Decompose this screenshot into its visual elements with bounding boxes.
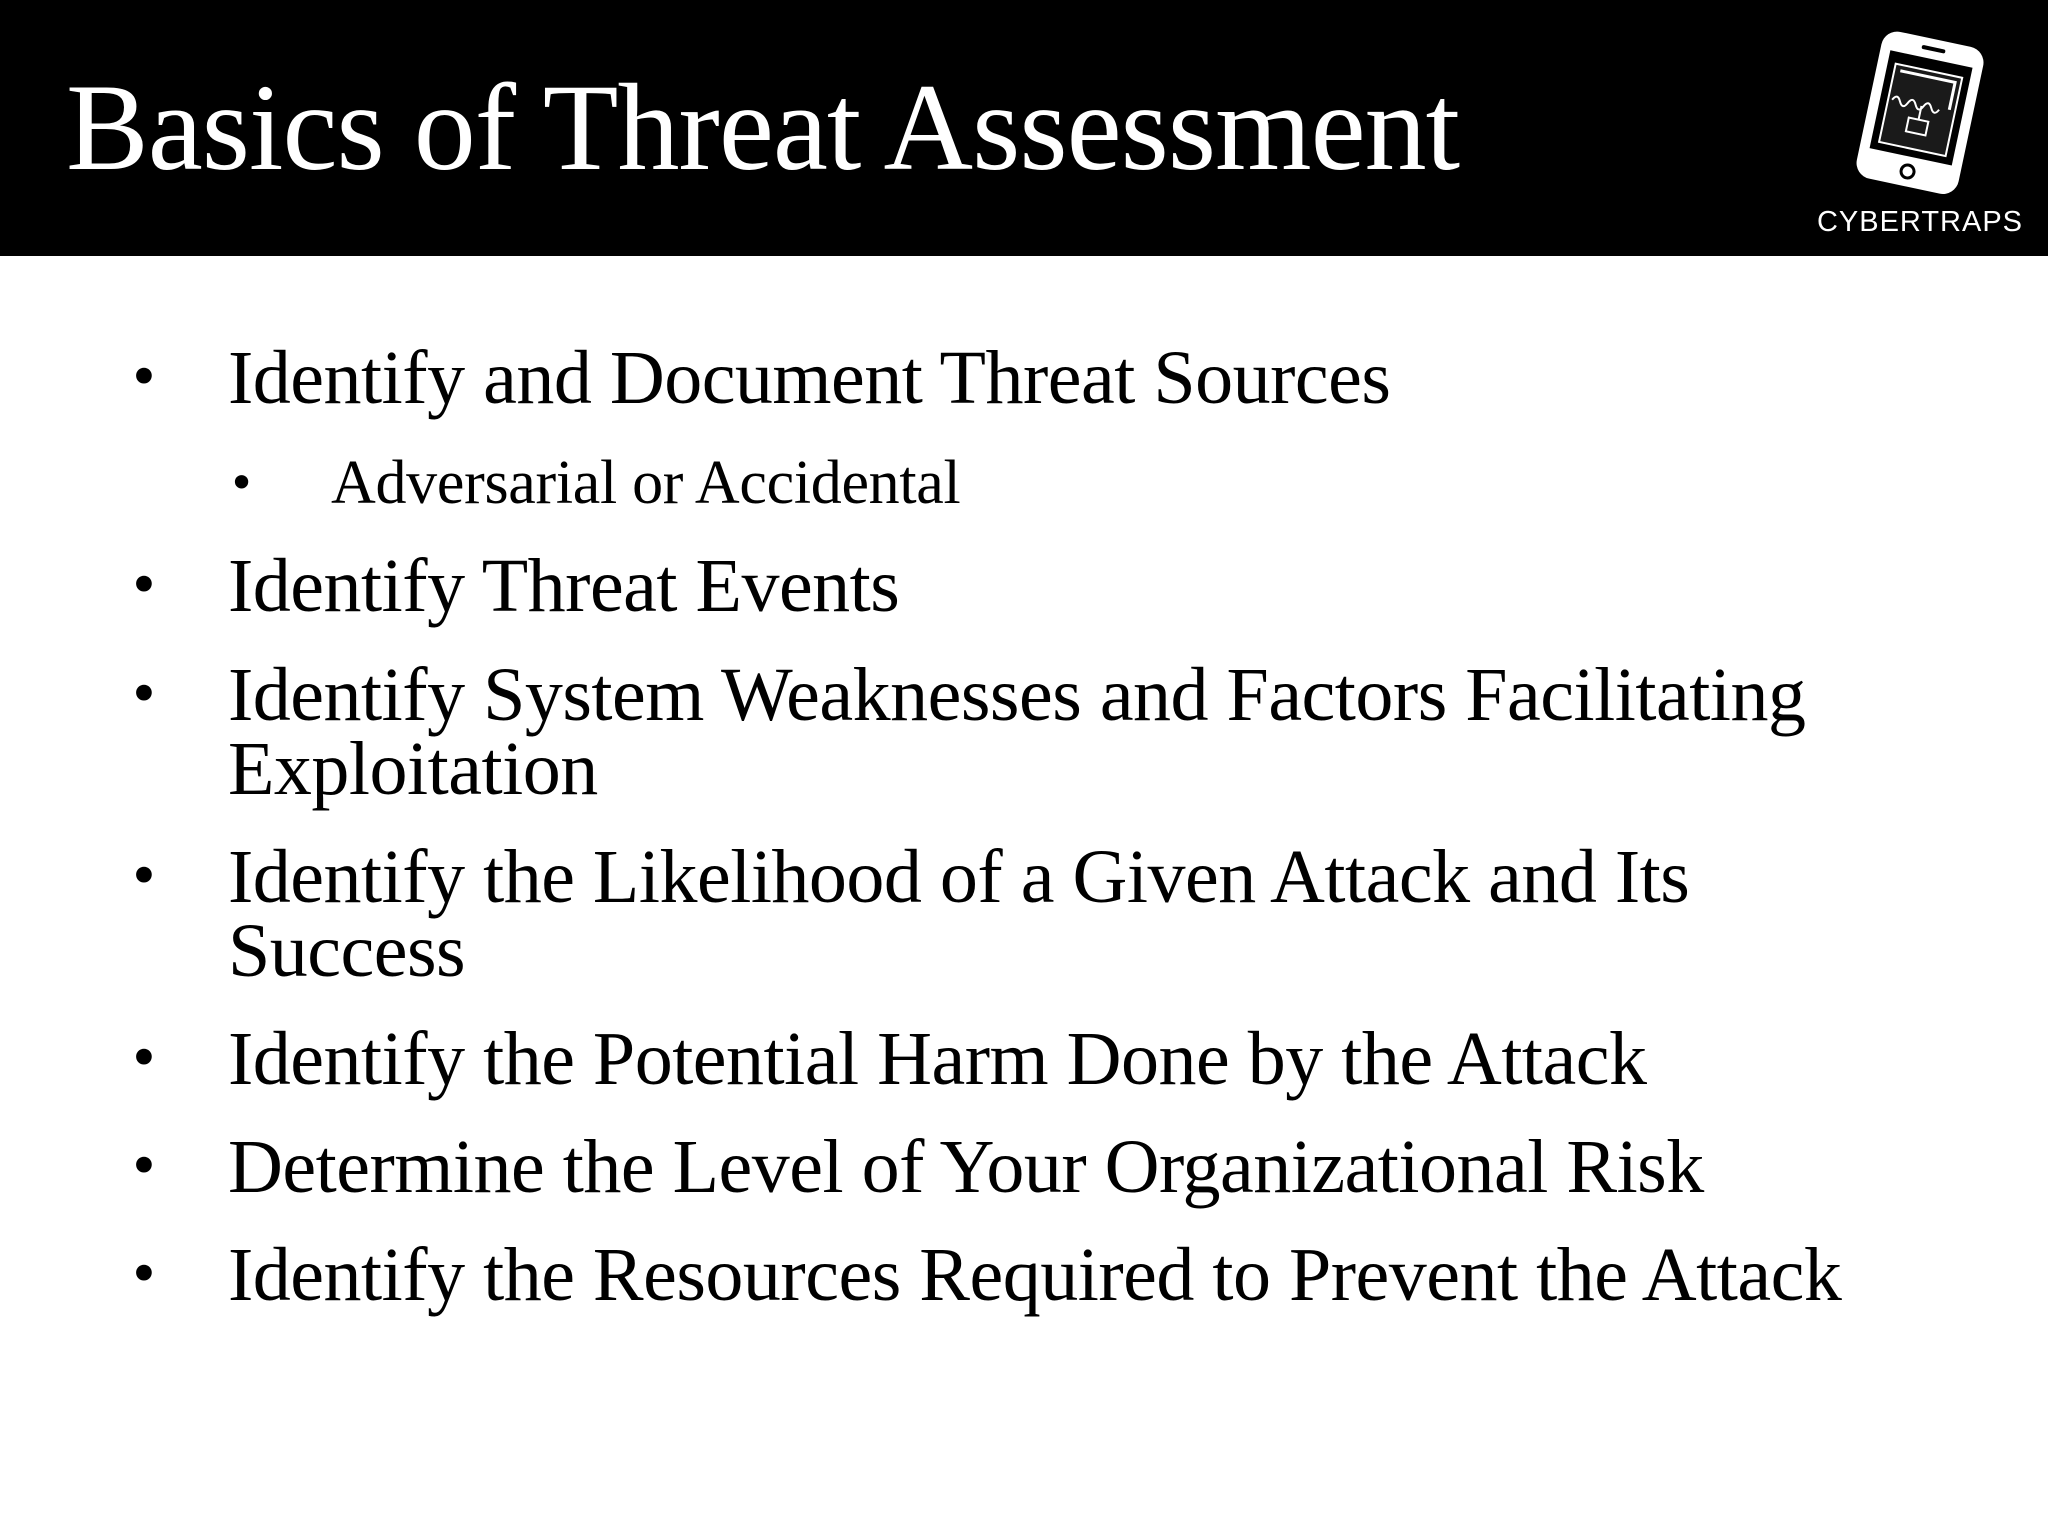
bullet-text-line: Identify the Likelihood of a Given Attack and Its — [228, 835, 1690, 919]
bullet-text: Identify and Document Threat Sources — [228, 336, 1391, 420]
bullet-item — [128, 1233, 1842, 1317]
slide-title: Basics of Threat Assessment — [66, 59, 1460, 196]
bullet-dot: • — [228, 456, 255, 510]
bullet-dot: • — [128, 346, 160, 409]
bullet-text-line: Success — [228, 909, 466, 993]
bullet-item — [128, 1125, 1704, 1209]
bullet-item — [128, 544, 900, 628]
bullet-dot: • — [128, 663, 160, 726]
bullet-text: Identify the Resources Required to Prevent the Attack — [228, 1233, 1842, 1317]
bullet-text: Adversarial or Accidental — [331, 449, 961, 517]
bullet-dot: • — [128, 845, 160, 908]
bullet-dot: • — [128, 554, 160, 617]
bullet-item — [128, 336, 1391, 420]
bullet-item — [128, 835, 1690, 993]
bullet-text: Determine the Level of Your Organizational Risk — [228, 1125, 1704, 1209]
bullet-text-line: Exploitation — [228, 727, 598, 811]
logo-wordmark: CYBERTRAPS — [1816, 206, 2024, 238]
bullet-text: Identify Threat Events — [228, 544, 900, 628]
bullet-item — [128, 653, 1806, 811]
sub-bullet-item — [228, 448, 961, 518]
bullet-text: Identify the Potential Harm Done by the Attack — [228, 1017, 1647, 1101]
bullet-dot: • — [128, 1135, 160, 1198]
bullet-text-line: Identify System Weaknesses and Factors Facilitating — [228, 653, 1806, 737]
bullet-dot: • — [128, 1243, 160, 1306]
bullet-item — [128, 1017, 1647, 1101]
bullet-dot: • — [128, 1027, 160, 1090]
